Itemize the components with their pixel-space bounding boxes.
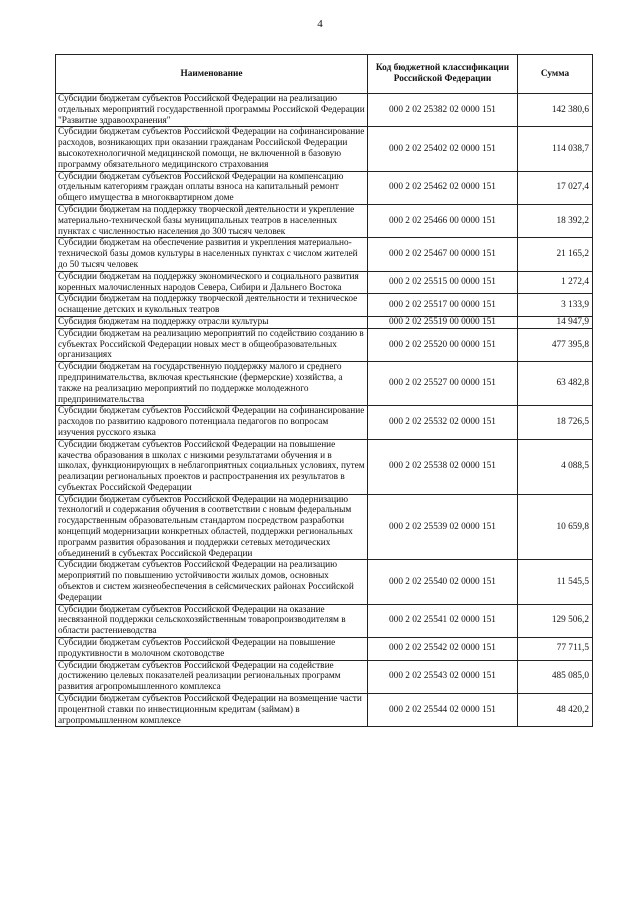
row-sum: 48 420,2 — [518, 694, 593, 727]
table-body — [56, 94, 593, 727]
row-sum: 142 380,6 — [518, 94, 593, 127]
table-row — [56, 439, 593, 494]
row-sum: 1 272,4 — [518, 271, 593, 294]
row-name: Субсидии бюджетам на поддержку творческой деятельности и техническое оснащение детских и кукольных театров — [56, 294, 368, 317]
row-code: 000 2 02 25527 00 0000 151 — [368, 362, 518, 406]
table-row — [56, 316, 593, 328]
header-sum: Сумма — [518, 55, 593, 94]
row-code: 000 2 02 25538 02 0000 151 — [368, 439, 518, 494]
row-code: 000 2 02 25519 00 0000 151 — [368, 316, 518, 328]
row-sum: 17 027,4 — [518, 171, 593, 204]
table-row — [56, 238, 593, 271]
row-name: Субсидии бюджетам на реализацию мероприятий по содействию созданию в субъектах Российской Федерации новых мест в общеобразовательных организациях — [56, 328, 368, 361]
row-name: Субсидии бюджетам субъектов Российской Федерации на софинансирование расходов по развитию кадрового потенциала педагогов по вопросам изучения русского языка — [56, 406, 368, 439]
table-row — [56, 94, 593, 127]
row-sum: 129 506,2 — [518, 604, 593, 637]
table-row — [56, 560, 593, 604]
row-sum: 11 545,5 — [518, 560, 593, 604]
header-name: Наименование — [56, 55, 368, 94]
row-sum: 477 395,8 — [518, 328, 593, 361]
row-code: 000 2 02 25517 00 0000 151 — [368, 294, 518, 317]
page-number: 4 — [317, 18, 323, 30]
table-row — [56, 204, 593, 237]
row-code: 000 2 02 25542 02 0000 151 — [368, 638, 518, 661]
row-name: Субсидии бюджетам на обеспечение развития и укрепления материально-технической базы домов культуры в населенных пунктах с числом жителей до 50 тысяч человек — [56, 238, 368, 271]
row-sum: 21 165,2 — [518, 238, 593, 271]
table-row — [56, 406, 593, 439]
table-row — [56, 362, 593, 406]
row-code: 000 2 02 25467 00 0000 151 — [368, 238, 518, 271]
row-name: Субсидии бюджетам субъектов Российской Федерации на реализацию отдельных мероприятий государственной программы Российской Федерации "Развитие здравоохранения" — [56, 94, 368, 127]
row-code: 000 2 02 25532 02 0000 151 — [368, 406, 518, 439]
row-name: Субсидии бюджетам на поддержку творческой деятельности и укрепление материально-технической базы муниципальных театров в населенных пунктах с численностью населения до 300 тысяч человек — [56, 204, 368, 237]
table-row — [56, 171, 593, 204]
table-row — [56, 494, 593, 560]
row-sum: 4 088,5 — [518, 439, 593, 494]
row-code: 000 2 02 25544 02 0000 151 — [368, 694, 518, 727]
row-name: Субсидии бюджетам на государственную поддержку малого и среднего предпринимательства, включая крестьянские (фермерские) хозяйства, а также на реализацию мероприятий по поддержке молодежного предпринимательства — [56, 362, 368, 406]
table-row — [56, 660, 593, 693]
row-sum: 10 659,8 — [518, 494, 593, 560]
row-name: Субсидии бюджетам на поддержку экономического и социального развития коренных малочисленных народов Севера, Сибири и Дальнего Востока — [56, 271, 368, 294]
table-row — [56, 694, 593, 727]
row-code: 000 2 02 25540 02 0000 151 — [368, 560, 518, 604]
row-name: Субсидии бюджетам субъектов Российской Федерации на содействие достижению целевых показателей реализации региональных программ развития агропромышленного комплекса — [56, 660, 368, 693]
row-code: 000 2 02 25515 00 0000 151 — [368, 271, 518, 294]
row-code: 000 2 02 25543 02 0000 151 — [368, 660, 518, 693]
row-sum: 114 038,7 — [518, 127, 593, 171]
budget-table — [55, 54, 593, 727]
row-sum: 3 133,9 — [518, 294, 593, 317]
row-code: 000 2 02 25382 02 0000 151 — [368, 94, 518, 127]
row-name: Субсидии бюджетам субъектов Российской Федерации на компенсацию отдельным категориям граждан оплаты взноса на капитальный ремонт общего имущества в многоквартирном доме — [56, 171, 368, 204]
header-code: Код бюджетной классификации Российской Федерации — [368, 55, 518, 94]
row-code: 000 2 02 25402 02 0000 151 — [368, 127, 518, 171]
row-name: Субсидии бюджетам субъектов Российской Федерации на софинансирование расходов, возникающих при оказании гражданам Российской Федерации высокотехнологичной медицинской помощи, не включенной в базовую программу обязательного медицинского страхования — [56, 127, 368, 171]
table-row — [56, 638, 593, 661]
table-row — [56, 604, 593, 637]
row-name: Субсидия бюджетам на поддержку отрасли культуры — [56, 316, 368, 328]
row-name: Субсидии бюджетам субъектов Российской Федерации на повышение качества образования в школах с низкими результатами обучения и в школах, функционирующих в неблагоприятных социальных условиях, путем реализации региональных проектов и распространения их результатов в субъектах Российской Федерации — [56, 439, 368, 494]
table-row — [56, 294, 593, 317]
row-code: 000 2 02 25466 00 0000 151 — [368, 204, 518, 237]
row-sum: 485 085,0 — [518, 660, 593, 693]
row-name: Субсидии бюджетам субъектов Российской Федерации на реализацию мероприятий по повышению устойчивости жилых домов, основных объектов и систем жизнеобеспечения в сейсмических районах Российской Федерации — [56, 560, 368, 604]
table-row — [56, 271, 593, 294]
row-code: 000 2 02 25541 02 0000 151 — [368, 604, 518, 637]
row-sum: 18 726,5 — [518, 406, 593, 439]
row-name: Субсидии бюджетам субъектов Российской Федерации на возмещение части процентной ставки по инвестиционным кредитам (займам) в агропромышленном комплексе — [56, 694, 368, 727]
row-name: Субсидии бюджетам субъектов Российской Федерации на модернизацию технологий и содержания обучения в соответствии с новым федеральным государственным образовательным стандартом посредством разработки концепций модернизации конкретных областей, поддержки региональных программ развития образования и поддержки сетевых методических объединений в субъектах Российской Федерации — [56, 494, 368, 560]
table-header-row — [56, 55, 593, 94]
table-row — [56, 127, 593, 171]
row-code: 000 2 02 25462 02 0000 151 — [368, 171, 518, 204]
row-code: 000 2 02 25520 00 0000 151 — [368, 328, 518, 361]
row-name: Субсидии бюджетам субъектов Российской Федерации на повышение продуктивности в молочном скотоводстве — [56, 638, 368, 661]
table-row — [56, 328, 593, 361]
row-code: 000 2 02 25539 02 0000 151 — [368, 494, 518, 560]
row-sum: 63 482,8 — [518, 362, 593, 406]
row-sum: 18 392,2 — [518, 204, 593, 237]
row-name: Субсидии бюджетам субъектов Российской Федерации на оказание несвязанной поддержки сельскохозяйственным товаропроизводителям в области растениеводства — [56, 604, 368, 637]
row-sum: 77 711,5 — [518, 638, 593, 661]
row-sum: 14 947,9 — [518, 316, 593, 328]
